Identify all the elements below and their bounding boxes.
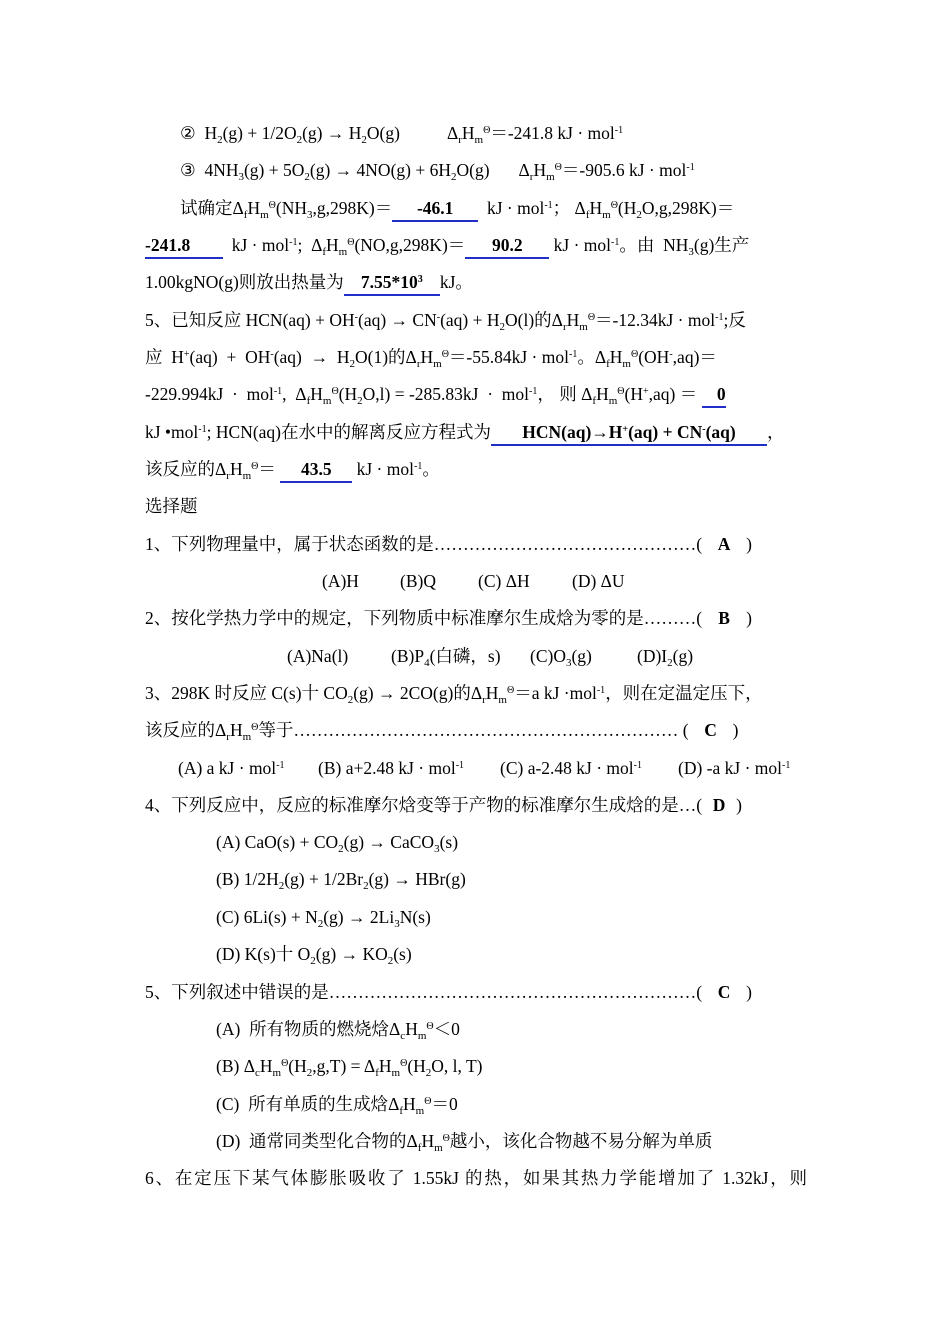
option-d[interactable]: (D) -a kJ · mol$^{-1}$ (678, 758, 791, 778)
answer-blank-heat[interactable]: $7.55*10^3$ (344, 270, 440, 296)
option-a[interactable]: (A) $CaO(s) + CO_2(g)$ → CaCO$_3$(s) (216, 832, 459, 855)
equation-3: ③ $4NH_3(g) + 5O_2(g) \to 4NO(g) + 6H_2O(g)$ $\Delta_rH_m^\Theta=-905.6$ kJ · mol$^{-1}$ (180, 160, 695, 183)
answer-3: C (704, 720, 717, 740)
answer-blank-no[interactable]: 90.2 (465, 233, 549, 259)
option-d[interactable]: (D) K(s)十 $O_2(g) \to KO_2(s)$ (216, 944, 412, 967)
option-b[interactable]: $(B)P_4$(白磷，s) (391, 646, 501, 669)
option-a[interactable]: (A) a kJ · mol$^{-1}$ (178, 758, 285, 778)
option-b[interactable]: (B)Q (400, 571, 436, 591)
question-5-line-3: -229.994kJ · mol$^{-1}$, $\Delta_fH_m^\Theta(H_2O,l) = -285.83kJ \cdot mol^{-1}$， 则 $\Delta_fH_m^\Theta(H^+,aq) = 0$ (145, 384, 726, 407)
question-4-line-2: -241.8 kJ · mol$^{-1}$; $\Delta_fH_m^\Theta(NO,g,298K)= 90.2$ kJ · mol$^{-1}$。由 $NH_3(g)$生产 (145, 235, 750, 258)
option-d[interactable]: (D) 通常同类型化合物的$\Delta_fH_m^\Theta$越小，该化合物越不易分解为单质 (216, 1131, 713, 1154)
option-c[interactable]: (C) 所有单质的生成焓$\Delta_fH_m^\Theta=0$ (216, 1094, 458, 1117)
equation-2: ② $H_2(g) + 1/2O_2(g) \to H_2O(g)$ $\Delta_rH_m^\Theta=-241.8$ kJ · mol$^{-1}$ (180, 123, 624, 146)
answer-blank-dissociation[interactable]: HCN(aq)→H+(aq) + CN-(aq) (491, 420, 767, 446)
answer-blank-nh3[interactable]: -46.1 (392, 196, 478, 222)
question-5-line-1: 5、已知反应 $HCN(aq) + OH^-(aq) \to CN^-(aq) + H_2O(l)$的$\Delta_rH_m^\Theta=-12.34kJ \cdot mol^{-1}$;反 (145, 310, 746, 333)
choice-question-3-cont: 该反应的$\Delta_rH_m^\Theta$等于………………………………………………………… ( C ) (145, 720, 739, 743)
answer-2: B (718, 608, 730, 628)
choice-question-6: 6、在定压下某气体膨胀吸收了 1.55kJ 的热，如果其热力学能增加了 1.32kJ，则 (145, 1168, 807, 1188)
answer-4: D (712, 795, 726, 815)
option-d[interactable]: $(D)I_2(g)$ (637, 646, 694, 669)
answer-blank-h2o[interactable]: -241.8 (145, 233, 223, 259)
choice-question-4: 4、下列反应中，反应的标准摩尔焓变等于产物的标准摩尔生成焓的是…( D ) (145, 795, 742, 815)
option-b[interactable]: (B) $\Delta_cH_m^\Theta(H_2,g,T) = \Delta_fH_m^\Theta(H_2O$, l, T) (216, 1056, 483, 1079)
choice-question-2: 2、按化学热力学中的规定，下列物质中标准摩尔生成焓为零的是………( B ) (145, 608, 752, 628)
answer-5: C (717, 982, 731, 1002)
option-c[interactable]: (C) ΔH (478, 571, 530, 591)
choice-2-options (287, 644, 693, 668)
question-5-line-4: kJ •mol$^{-1}$; HCN(aq)在水中的解离反应方程式为 HCN(aq)→H+(aq) + CN-(aq) ， (145, 420, 807, 446)
question-4-line-1: 试确定$\Delta_fH_m^\Theta(NH_3,g,298K)= -46.1$ kJ · mol$^{-1}$； $\Delta_fH_m^\Theta(H_2O,g,298K)=$ (180, 198, 735, 221)
option-c[interactable]: (C) a-2.48 kJ · mol$^{-1}$ (500, 758, 643, 778)
option-c[interactable]: (C) $6Li(s) + N_2(g) \to 2Li_3N(s)$ (216, 907, 431, 930)
question-5-line-5: 该反应的$\Delta_rH_m^\Theta= 43.5$ kJ · mol$^{-1}$。 (145, 459, 440, 482)
choice-question-1: 1、下列物理量中，属于状态函数的是………………………………………( A ) (145, 534, 752, 554)
choice-question-3: 3、298K 时反应 C(s)十 $CO_2(g) \to 2CO(g)$的$\Delta_rH_m^\Theta=a$ kJ ·mol$^{-1}$，则在定温定压下， (145, 683, 763, 706)
choice-question-5: 5、下列叙述中错误的是………………………………………………………( C ) (145, 982, 752, 1002)
section-title: 选择题 (145, 496, 198, 516)
option-c[interactable]: $(C)O_3(g)$ (530, 646, 592, 669)
choice-3-options (178, 756, 790, 780)
option-a[interactable]: (A)H (322, 571, 359, 591)
choice-1-options (322, 569, 625, 593)
question-4-line-3: 1.00kgNO(g)则放出热量为 $7.55*10^3$ kJ。 (145, 270, 807, 296)
option-a[interactable]: (A)Na(l) (287, 646, 349, 666)
option-b[interactable]: (B) $1/2H_2(g) + 1/2Br_2(g) \to HBr(g)$ (216, 869, 466, 892)
answer-1: A (717, 534, 731, 554)
question-5-line-2: 应 $H^+(aq) + OH^-(aq) \to H_2O(1)$的$\Delta_rH_m^\Theta=-55.84kJ \cdot mol^{-1}$。$\Delta_fH_m^\Theta(OH^-,aq)=$ (145, 347, 717, 370)
option-b[interactable]: (B) a+2.48 kJ · mol$^{-1}$ (318, 758, 465, 778)
option-a[interactable]: (A) 所有物质的燃烧焓$\Delta_cH_m^\Theta<0$ (216, 1019, 460, 1042)
answer-blank-h-plus[interactable]: 0 (702, 382, 726, 408)
option-d[interactable]: (D) ΔU (572, 571, 625, 591)
answer-blank-dissociation-enthalpy[interactable]: 43.5 (280, 457, 352, 483)
